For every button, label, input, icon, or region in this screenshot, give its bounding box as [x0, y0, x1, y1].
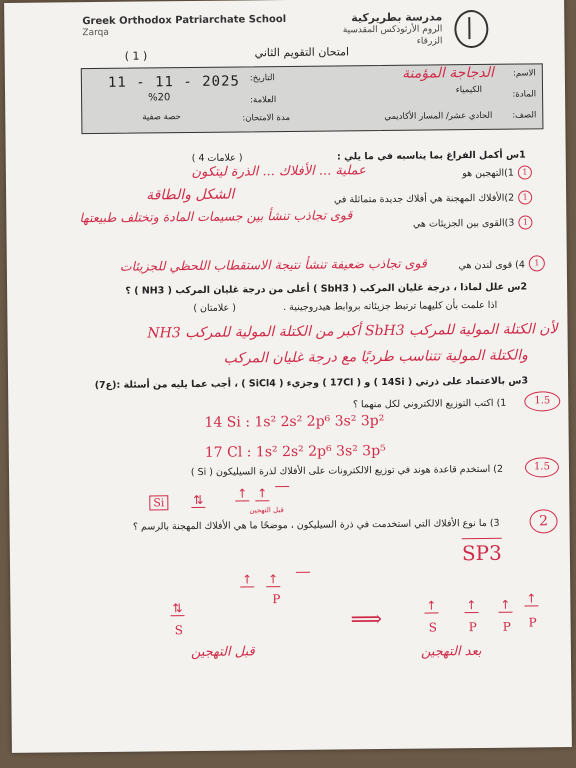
after-sp3-orbital-2: ↑ — [466, 598, 477, 613]
q3-sub1: 1) اكتب التوزيع الالكتروني لكل منهما ؟ — [352, 397, 507, 411]
q3-sub2: 2) استخدم قاعدة هوند في توزيع الالكترونات على الأفلاك لذرة السيليكون ( Si ) — [190, 463, 504, 479]
exam-page — [4, 0, 572, 753]
exam-title: امتحان التقويم الثاني — [254, 45, 350, 60]
si-p-orbital-2: ↑ — [257, 486, 268, 501]
q1-item4-check: 1 — [529, 255, 545, 271]
q1-item4-answer: قوى تجاذب ضعيفة تنشأ نتيجة الاستقطاب اللحظي للجزيئات — [119, 255, 427, 274]
city-ar: الزرقاء — [416, 36, 443, 47]
q1-title: 1س أكمل الفراغ بما يناسبه في ما يلي : — [336, 149, 526, 163]
q3-title: 3س بالاعتماد على ذرتي ( 14Si ) و ( 17Cl ) وجزيء ( SiCl4 ) ، أجب عما يليه من أسئلة :(ع7) — [94, 375, 529, 392]
city-en: Zarqa — [82, 27, 109, 39]
duration-label: مدة الامتحان: — [242, 112, 291, 124]
weight-value: %20 — [148, 92, 171, 104]
date-label: التاريخ: — [249, 73, 275, 84]
name-label: الاسم: — [512, 68, 536, 79]
before-p-label: P — [272, 592, 281, 607]
school-logo-icon — [454, 10, 488, 48]
school-subtitle-ar: الروم الأرثوذكس المقدسية — [342, 24, 443, 36]
q3-sub2-score: 1.5 — [525, 457, 559, 477]
q1-item3-text: 3)القوى بين الجزيئات هي — [412, 217, 515, 230]
after-s-label: S — [428, 620, 437, 635]
cl-config: 17 Cl : 1s² 2s² 2p⁶ 3s² 3p⁵ — [204, 442, 386, 461]
hybridization-arrow-icon: ⟹ — [350, 607, 383, 633]
school-name-ar: مدرسة بطريركية — [351, 10, 443, 25]
before-p-orbital-3 — [296, 572, 310, 573]
q1-item1-check: 1 — [518, 165, 532, 179]
before-hybrid-note: قبل التهجين — [249, 506, 284, 515]
before-s-label: S — [174, 623, 183, 638]
q3-sub3: 3) ما نوع الأفلاك التي استخدمت في ذرة السيليكون ، موضحًا ما هي الأفلاك المهجنة بالرسم ؟ — [132, 517, 500, 533]
si-p-orbital-3 — [275, 486, 289, 487]
after-sp3-orbital-1: ↑ — [426, 598, 437, 613]
after-sp3-orbital-4: ↑ — [526, 591, 537, 606]
duration-value: حصة صفية — [142, 112, 181, 123]
si-s-orbital: ⇅ — [193, 492, 204, 507]
q1-item2-check: 1 — [518, 190, 532, 204]
subject-value: الكيمياء — [455, 84, 483, 96]
q1-item4-text: 4) قوى لندن هي — [458, 259, 525, 272]
si-config: 14 Si : 1s² 2s² 2p⁶ 3s² 3p² — [204, 412, 385, 431]
q2-note: اذا علمت بأن كليهما ترتبط جزيئاته بروابط هيدروجينية . — [283, 299, 498, 314]
q3-sub1-score: 1.5 — [524, 391, 560, 411]
q2-title: 2س علل لماذا ، درجة غليان المركب ( SbH3 ) أعلى من درجة غليان المركب ( NH3 ) ؟ — [125, 281, 528, 297]
page-number: ( 1 ) — [124, 49, 148, 63]
class-label: الصف: — [512, 110, 537, 121]
date-value: 11 - 11 - 2025 — [107, 73, 241, 91]
before-p-orbital-2: ↑ — [268, 572, 279, 587]
q1-item1-answer: عملية ... الأفلاك ... الذرة ليتكون — [191, 163, 366, 180]
si-p-orbital-1: ↑ — [237, 486, 248, 501]
q1-item3-answer: قوى تجاذب تنشأ بين جسيمات المادة وتختلف طبيعتها — [79, 207, 353, 226]
class-value: الحادي عشر/ المسار الأكاديمي — [384, 110, 493, 122]
q1-item2-text: 2)الأفلاك المهجنة هي أفلاك جديدة متماثلة في — [333, 192, 515, 206]
q2-answer-line1: لأن الكتلة المولية للمركب SbH3 أكبر من الكتلة المولية للمركب NH3 — [147, 321, 558, 342]
si-box: Si — [149, 495, 168, 510]
q1-marks: ( 4 علامات ) — [191, 152, 243, 164]
after-p-label-2: P — [502, 619, 511, 634]
after-sp3-orbital-3: ↑ — [500, 597, 511, 612]
grade-label: العلامة: — [250, 95, 277, 106]
q2-marks: ( علامتان ) — [193, 302, 236, 314]
q3-sub3-score: 2 — [529, 509, 557, 533]
q2-answer-line2: والكتلة المولية تتناسب طرديًا مع درجة غليان المركب — [223, 347, 528, 367]
q1-item2-answer: الشكل والطاقة — [146, 186, 235, 204]
name-value: الدجاجة المؤمنة — [402, 64, 494, 82]
diagram-before-label: قبل التهجين — [190, 644, 255, 661]
student-info-box — [81, 63, 544, 134]
q1-item1-text: 1)التهجين هو — [462, 167, 514, 180]
after-p-label-3: P — [528, 615, 537, 630]
before-s-orbital: ⇅ — [172, 601, 183, 616]
after-p-label-1: P — [468, 620, 477, 635]
school-name-en: Greek Orthodox Patriarchate School — [82, 13, 287, 28]
q3-answer: SP3 — [462, 538, 502, 565]
diagram-after-label: بعد التهجين — [420, 643, 482, 660]
q1-item3-check: 1 — [518, 215, 532, 229]
before-p-orbital-1: ↑ — [242, 572, 253, 587]
subject-label: المادة: — [512, 89, 537, 100]
